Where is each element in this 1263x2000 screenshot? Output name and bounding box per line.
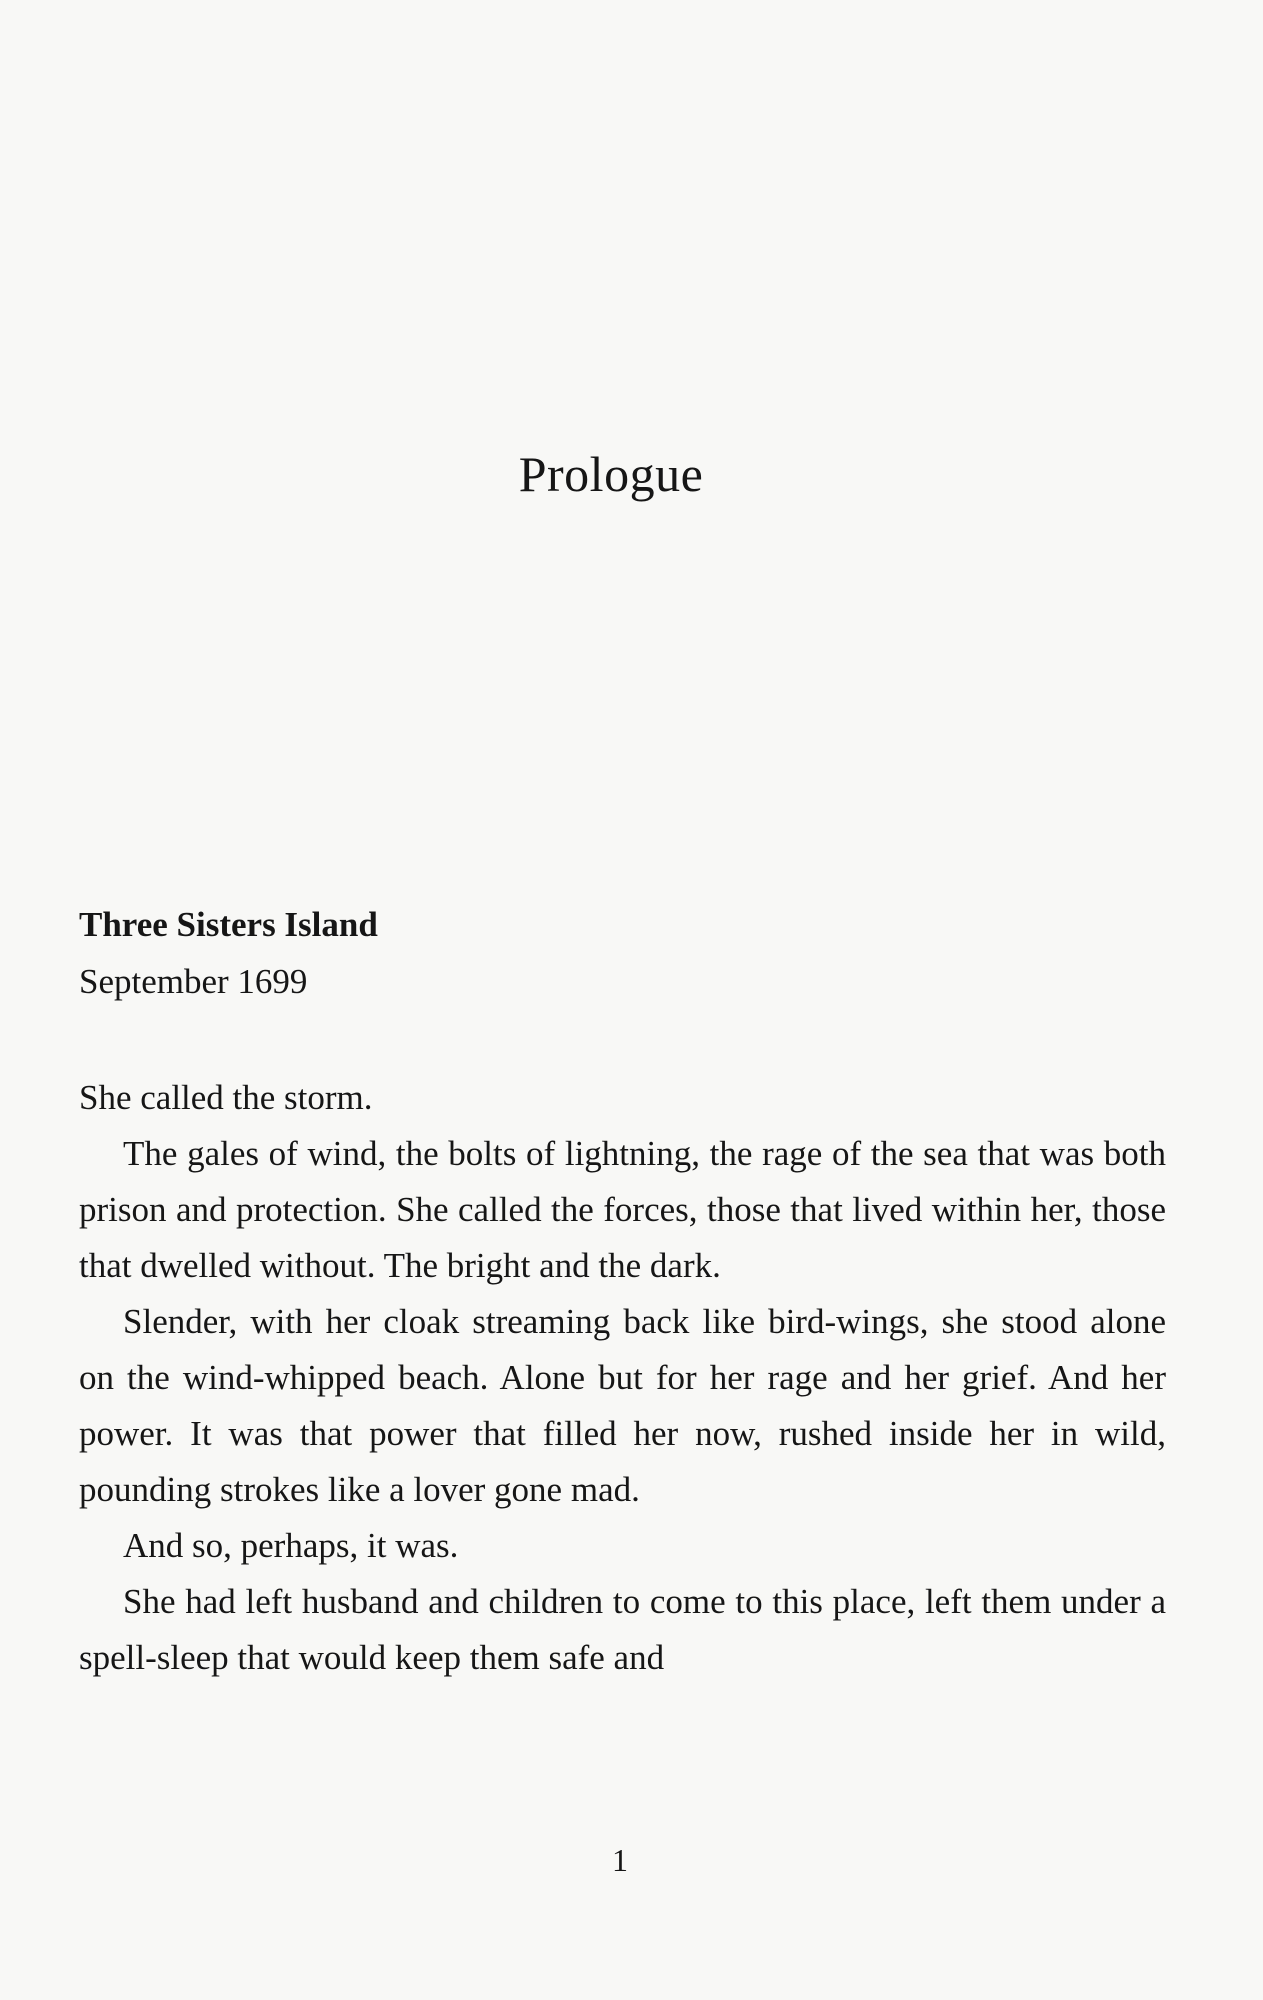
paragraph: The gales of wind, the bolts of lightning, the rage of the sea that was both prison and protection. She called the forces, those that lived within her, those that dwelled without. The bright and the dark. <box>79 1134 1166 1285</box>
setting-location: Three Sisters Island <box>79 905 378 944</box>
paragraph: She had left husband and children to come to this place, left them under a spell-sleep that would keep them safe and <box>79 1582 1166 1677</box>
paragraph: Slender, with her cloak streaming back like bird-wings, she stood alone on the wind-whipped beach. Alone but for her rage and her grief. And her power. It was that power that filled her now, rushed inside her in wild, pounding strokes like a lover gone mad. <box>79 1302 1166 1509</box>
paragraph: And so, perhaps, it was. <box>123 1526 459 1565</box>
page-number: 1 <box>612 1842 628 1878</box>
body-text <box>79 1070 1166 1686</box>
paragraph: She called the storm. <box>79 1078 373 1117</box>
setting-date: September 1699 <box>79 962 308 1001</box>
chapter-title: Prologue <box>518 446 704 502</box>
